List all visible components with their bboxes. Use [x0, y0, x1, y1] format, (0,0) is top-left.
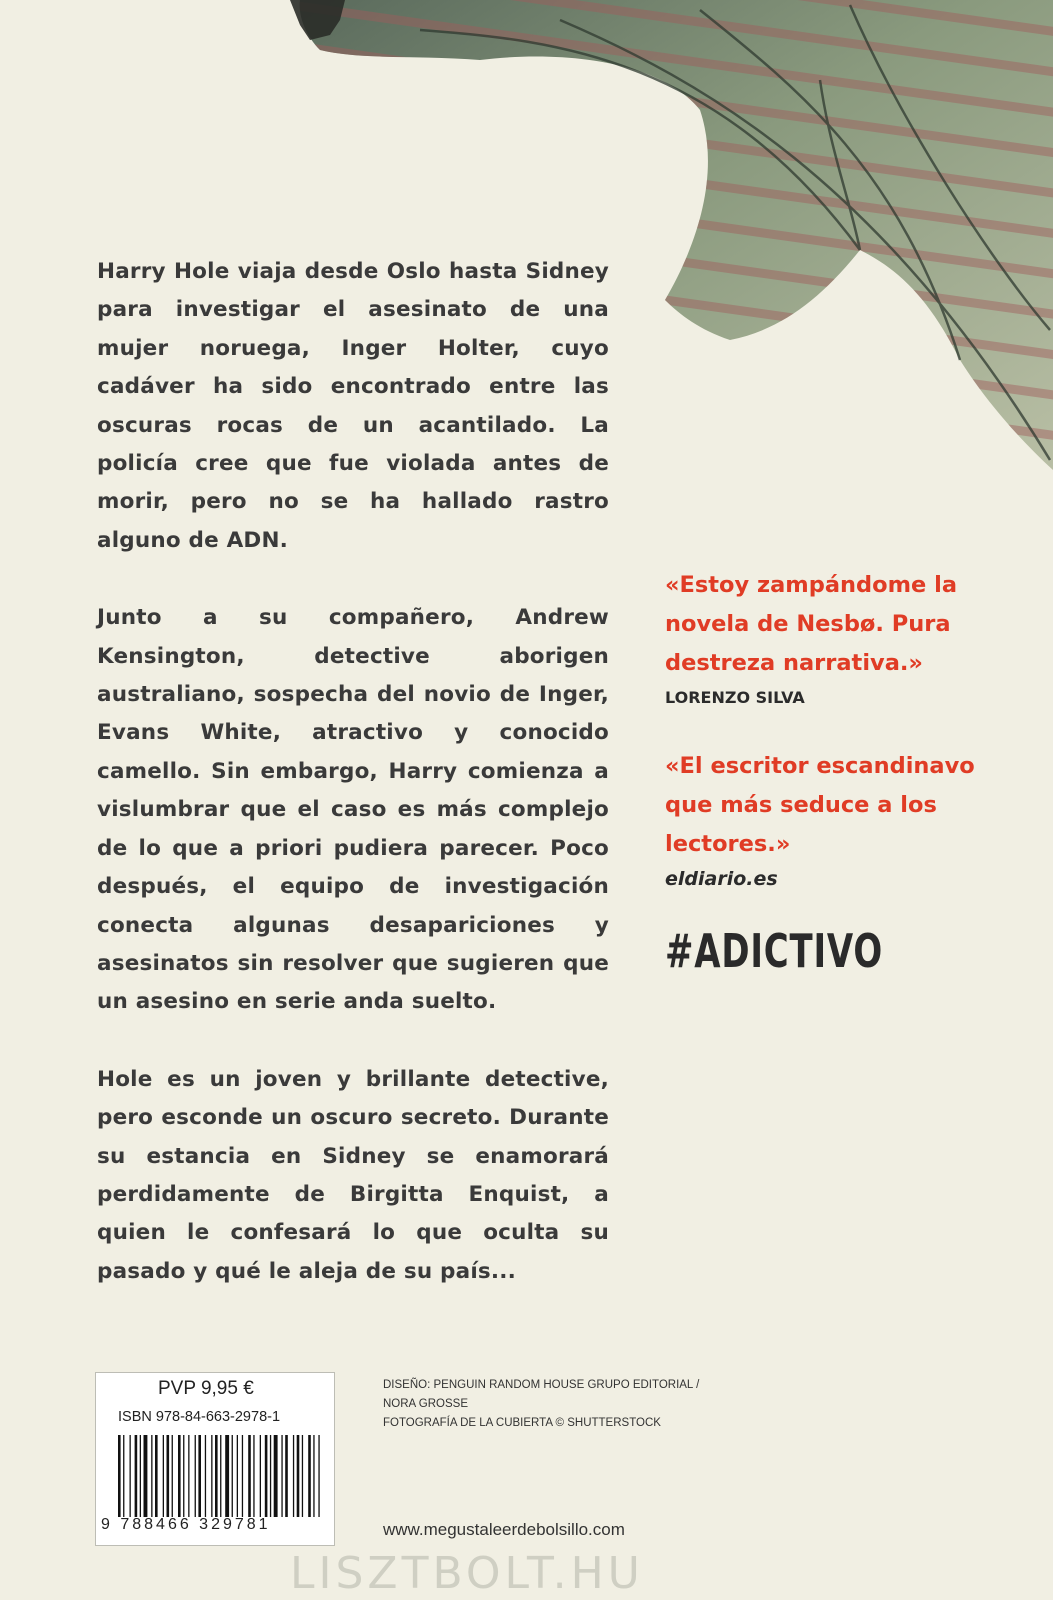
synopsis-paragraph-3: Hole es un joven y brillante detective, pero esconde un oscuro secreto. Durante su estancia en Sidney se enamorará perdidamente de Birgitta Enquist, a quien le confesará lo que oculta su pasado y qué le aleja de su país...: [97, 1066, 609, 1284]
barcode-label: [95, 1372, 335, 1546]
publisher-url: www.megustaleerdebolsillo.com: [383, 1520, 625, 1539]
quote-1: «Estoy zampándome la novela de Nesbø. Pura destreza narrativa.»: [665, 572, 958, 676]
credits-line-1: DISEÑO: PENGUIN RANDOM HOUSE GRUPO EDITORIAL /: [383, 1379, 700, 1391]
price: PVP 9,95 €: [158, 1378, 254, 1399]
credits-line-3: FOTOGRAFÍA DE LA CUBIERTA © SHUTTERSTOCK: [383, 1417, 661, 1429]
watermark: LISZTBOLT.HU: [290, 1548, 644, 1599]
quote-2-source: eldiario.es: [665, 868, 778, 890]
barcode-number: 9 788466 329781: [101, 1516, 271, 1533]
barcode-bars: [118, 1435, 322, 1517]
credits: [383, 1376, 803, 1433]
isbn: ISBN 978-84-663-2978-1: [118, 1409, 281, 1425]
synopsis-paragraph-1: Harry Hole viaja desde Oslo hasta Sidney para investigar el asesinato de una mujer noruega, Inger Holter, cuyo cadáver ha sido encontrado entre las oscuras rocas de un acantilado. La policía cree que fue violada antes de morir, pero no se ha hallado rastro alguno de ADN.: [97, 259, 609, 553]
hashtag: #ADICTIVO: [665, 924, 883, 978]
review-quotes: [665, 566, 1025, 978]
synopsis: [97, 253, 609, 1330]
credits-line-2: NORA GROSSE: [383, 1398, 468, 1410]
synopsis-paragraph-2: Junto a su compañero, Andrew Kensington, detective aborigen australiano, sospecha del novio de Inger, Evans White, atractivo y conocido camello. Sin embargo, Harry comienza a vislumbrar que el caso es más complejo de lo que a priori pudiera parecer. Poco después, el equipo de investigación conecta algunas desapariciones y asesinatos sin resolver que sugieren que un asesino en serie anda suelto.: [97, 605, 609, 1015]
quote-1-source: LORENZO SILVA: [665, 688, 805, 707]
quote-2: «El escritor escandinavo que más seduce a los lectores.»: [665, 753, 975, 857]
